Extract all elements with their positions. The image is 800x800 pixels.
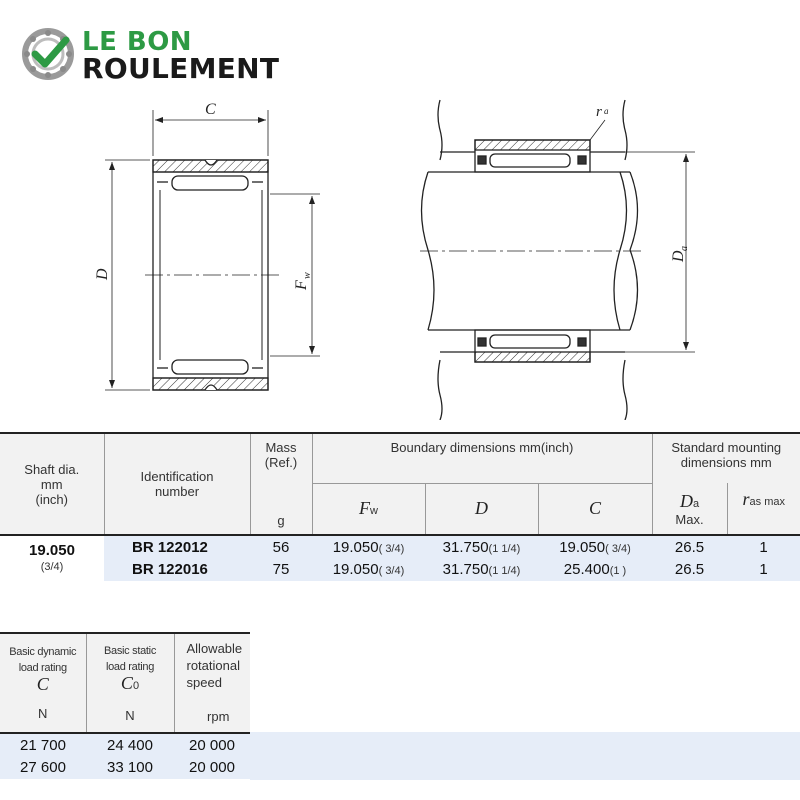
- header-dynamic: [0, 633, 86, 733]
- row2-dyn: 27 600: [20, 759, 66, 776]
- table-row: [0, 756, 250, 779]
- row1-fw-val: 19.050: [332, 538, 379, 556]
- ident-label: Identification: [140, 469, 214, 484]
- row1-id: BR 122012: [132, 538, 208, 556]
- header-d: [425, 483, 538, 535]
- load-rating-table: [0, 632, 250, 779]
- header-da: [652, 483, 727, 535]
- logo: [22, 26, 302, 86]
- stat-sub: 0: [132, 679, 140, 692]
- allow-label-3: speed: [186, 675, 222, 690]
- ras-sub: as max: [749, 496, 785, 508]
- bearing-technical-drawing: [0, 90, 800, 420]
- header-speed: [174, 633, 250, 733]
- row1-d: [425, 535, 538, 558]
- label-ra: r: [596, 104, 602, 120]
- row2-id: BR 122016: [132, 561, 208, 578]
- fw-sub: w: [370, 505, 378, 518]
- row1-da: 26.5: [674, 538, 705, 556]
- label-da: D: [670, 250, 687, 262]
- dyn-symbol: C: [36, 674, 49, 694]
- row2-d-val: 31.750: [442, 561, 489, 578]
- bearing-check-icon: [22, 26, 78, 82]
- header-fw: [312, 483, 425, 535]
- table-row: [0, 535, 800, 558]
- dimensions-table: [0, 432, 800, 581]
- label-fw: F: [293, 280, 310, 290]
- row2-da: 26.5: [674, 561, 705, 578]
- row2-c-val: 25.400: [563, 561, 610, 578]
- row1-speed: 20 000: [189, 736, 235, 754]
- stat-symbol: C: [120, 672, 133, 693]
- header-c: [538, 483, 652, 535]
- ras-symbol: r: [742, 489, 750, 509]
- header-std-mount: [652, 433, 800, 483]
- label-ra-sub: a: [604, 106, 609, 116]
- row2-d-frac: (1 1/4): [488, 565, 521, 577]
- row1-d-frac: (1 1/4): [488, 542, 521, 555]
- speed-unit: rpm: [207, 709, 230, 724]
- label-da-sub: a: [679, 246, 690, 251]
- ident-label-2: number: [154, 484, 200, 499]
- row1-c-val: 19.050: [559, 538, 606, 556]
- d-symbol: D: [475, 498, 488, 519]
- dyn-label: Basic dynamic: [9, 646, 77, 658]
- row2-c-frac: (1 ): [609, 565, 627, 577]
- row1-dyn: 21 700: [20, 736, 66, 754]
- da-max-label: Max.: [675, 511, 704, 527]
- row2-fw-frac: ( 3/4): [378, 565, 405, 577]
- c-symbol: C: [588, 498, 601, 519]
- shaft-inch-label: (inch): [35, 491, 68, 507]
- table-row: [0, 733, 250, 756]
- row1-fw-frac: ( 3/4): [378, 542, 405, 555]
- row1-d-val: 31.750: [442, 538, 489, 556]
- row2-stat: 33 100: [107, 759, 153, 776]
- header-mass: [250, 433, 312, 483]
- shaft-frac: (3/4): [40, 560, 64, 573]
- row1-c: [538, 535, 652, 558]
- header-identification: [104, 433, 250, 535]
- shaft-value-cell: [0, 535, 104, 581]
- header-static: [86, 633, 174, 733]
- header-mass-unit: g: [250, 483, 312, 535]
- fw-symbol: F: [359, 498, 371, 519]
- row1-c-frac: ( 3/4): [605, 542, 631, 555]
- std-mount-label: Standard mounting: [671, 440, 782, 455]
- mass-ref-label: (Ref.): [264, 455, 298, 470]
- mass-label: Mass: [265, 440, 297, 455]
- allow-label-2: rotational: [186, 658, 240, 673]
- header-ras: [727, 483, 800, 535]
- dyn-unit: N: [38, 706, 48, 721]
- row2-ras: 1: [759, 561, 768, 578]
- da-sub: a: [692, 497, 700, 510]
- stat-label: Basic static: [103, 644, 157, 657]
- logo-text-line1: LE BON: [82, 27, 193, 57]
- label-d: D: [94, 268, 111, 280]
- shaft-value: 19.050: [29, 541, 75, 559]
- row2-speed: 20 000: [189, 759, 235, 776]
- row2-mass: 75: [272, 561, 290, 578]
- row2-fw-val: 19.050: [332, 561, 379, 578]
- logo-text-line2: ROULEMENT: [82, 52, 280, 85]
- std-mount-label-2: dimensions mm: [680, 455, 772, 470]
- shaft-dia-label: Shaft dia.: [24, 461, 80, 477]
- row2-d: [425, 558, 538, 581]
- header-shaft-dia: [0, 433, 104, 535]
- stat-unit: N: [125, 707, 135, 723]
- shaft-mm-label: mm: [40, 476, 63, 492]
- dyn-label-2: load rating: [18, 662, 67, 674]
- da-symbol: D: [679, 490, 693, 511]
- table-row: [0, 558, 800, 581]
- stat-label-2: load rating: [105, 660, 155, 673]
- row1-stat: 24 400: [107, 736, 153, 754]
- row1-ras: 1: [759, 538, 768, 556]
- label-c: C: [205, 101, 216, 118]
- row2-c: [538, 558, 652, 581]
- label-fw-sub: w: [302, 272, 313, 279]
- header-boundary: Boundary dimensions mm(inch): [312, 433, 652, 483]
- row1-fw: [312, 535, 425, 558]
- row2-fw: [312, 558, 425, 581]
- row1-mass: 56: [272, 538, 290, 556]
- table2-row-band: [250, 732, 800, 780]
- allow-label: Allowable: [186, 641, 243, 656]
